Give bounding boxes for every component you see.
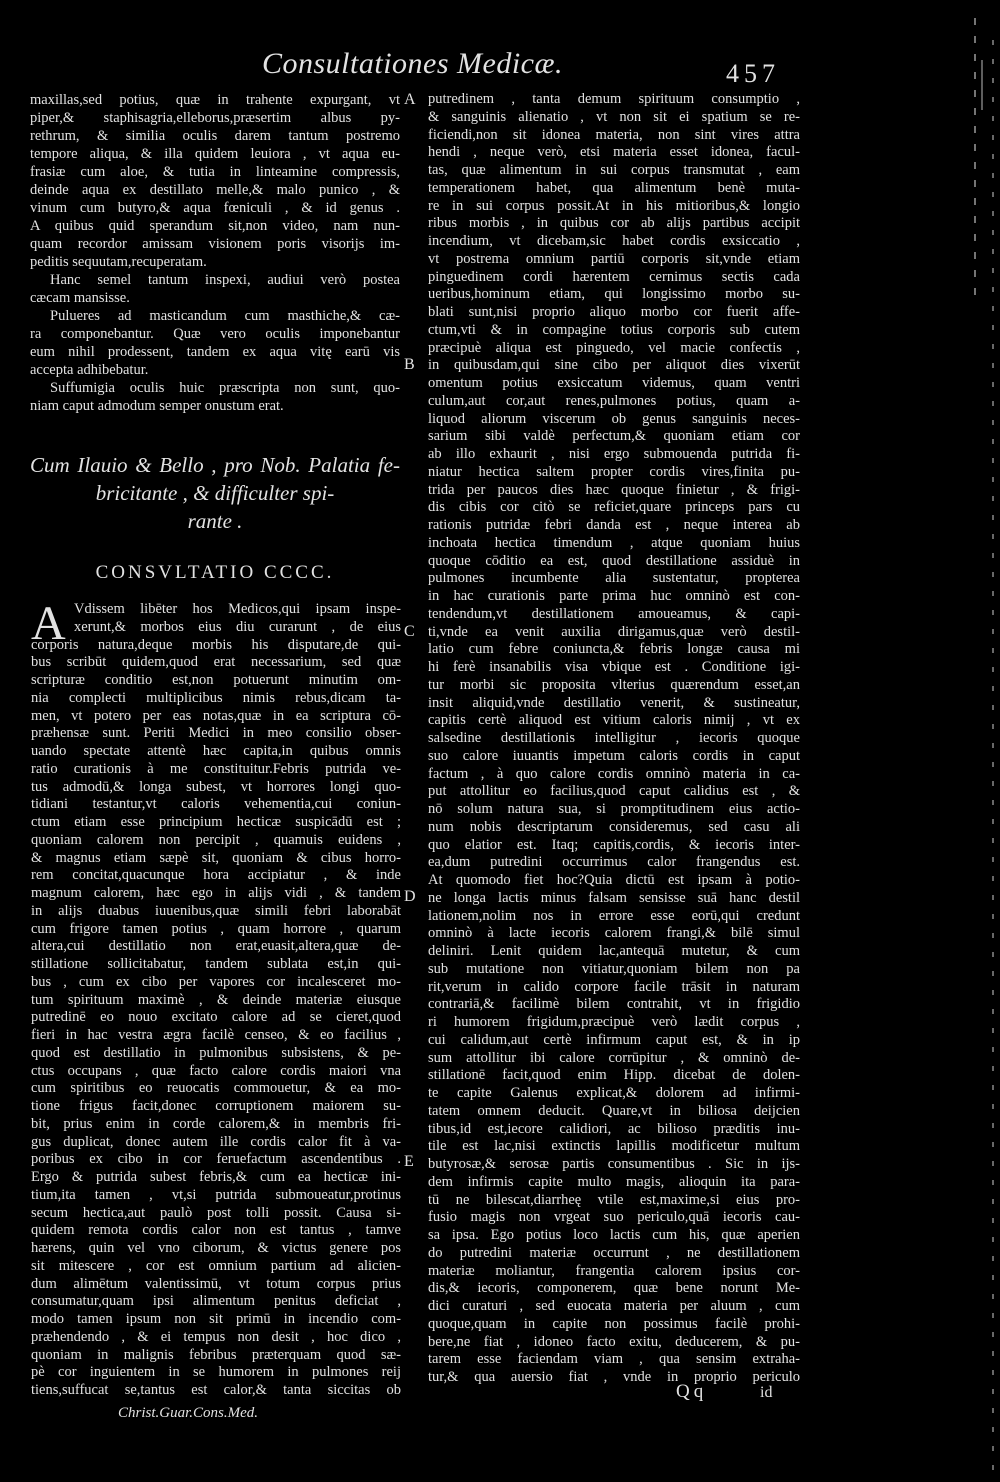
text-line: A quibus quid sperandum sit,non video, nam nun-	[30, 218, 400, 234]
text-line: insit aliquid,vnde destillatio venerit, & sustineatur,	[428, 694, 800, 711]
margin-letter-b: B	[404, 356, 415, 373]
text-line: cum frigore tamen potius , quam horrore , quarum	[31, 920, 401, 937]
text-line: quidem remota cordis calor non est tantus , tamve	[31, 1222, 401, 1239]
text-line: tidiani testantur,vt caloris vehementia,cui coniun-	[31, 796, 401, 813]
text-line: Cum Ilauio & Bello , pro Nob. Palatia fe-	[30, 453, 400, 477]
text-line: ribus morbis , in quibus cor ab alijs partibus accipit	[428, 215, 800, 232]
text-line: suo calore iuuantis impetum caloris cordis in caput	[428, 747, 800, 764]
text-line: xerunt,& morbos eius diu curarunt , de eius	[74, 618, 401, 635]
text-line: tū ne bilescat,diarrheę vtile est,maxime,si eius pro-	[428, 1191, 800, 1208]
text-line: consumatur,quam ipsi alimentum penitus deficiat ,	[31, 1293, 401, 1310]
text-line: tile est lac,nisi extinctis lapillis modificetur multum	[428, 1138, 800, 1155]
text-line: tatem omnem deducit. Quare,vt in biliosa deijcien	[428, 1102, 800, 1119]
text-line: tus admodū,& longa subest, vt horrores longi quo-	[31, 778, 401, 795]
text-line: salsedine destillationis intelligitur , iecoris quoque	[428, 730, 800, 746]
text-line: niam caput admodum semper onustum erat.	[30, 398, 284, 414]
text-line: tiens,suffucat se,tantus est calor,& tanta siccitas ob	[31, 1382, 401, 1398]
text-line: blati sunt,nisi proprio aliquo morbo cor fuerit affe-	[428, 304, 800, 320]
text-line: fieri in hac vestra ægra facilè censeo, & eo facilius ,	[31, 1027, 401, 1043]
text-line: accepta adhibebatur.	[30, 362, 149, 378]
text-line: dem infirmis capite multo magis, alioquin ita para-	[428, 1173, 800, 1190]
text-line: modo tamen ipsum non sit primū in incendio com-	[31, 1311, 401, 1327]
text-line: præcipuè aliqua est pinguedo, vel macie confectis ,	[428, 339, 800, 356]
text-line: dis,& iecoris, componerem, quæ bene norunt Me-	[428, 1280, 800, 1297]
text-line: stillationē facit,quod enim Hipp. dicebat de dolen-	[428, 1067, 800, 1084]
text-line: nō solum natura sua, si promptitudinem eius actio-	[428, 801, 800, 817]
text-line: rem concitat,quacunque hora accipiatur , & inde	[31, 867, 401, 884]
text-line: poribus ex cibo in cor feruefactum ascendentibus .	[31, 1151, 401, 1168]
margin-letter-a: A	[404, 91, 416, 108]
text-line: Suffumigia oculis huic præscripta non sunt, quo-	[50, 380, 400, 396]
text-line: sa ipsa. Ego potius loco lactis cum his, quæ aperien	[428, 1227, 800, 1243]
footer-imprint: Christ.Guar.Cons.Med.	[118, 1405, 259, 1421]
gathering-signature: Qq	[676, 1381, 708, 1402]
text-line: tempore aliqua, & illa quidem leuiora , vt aqua eu-	[30, 146, 400, 162]
text-line: tibus,id est,iecore calidiori, ac bilioso præditis inu-	[428, 1120, 800, 1137]
text-line: ti,vnde ea venit auxilia dirigamus,quæ verò destil-	[428, 623, 800, 640]
text-line: nia complecti multiplicibus nimis rebus,dicam ta-	[31, 689, 401, 706]
text-line: inchoata hectica timendum , atque quoniam huius	[428, 534, 800, 551]
text-line: capitis certè aliquod est vitium caloris nimij , vt ex	[428, 712, 800, 729]
text-line: peditis sequutam,recuperatam.	[30, 254, 207, 270]
text-line: do putredini materiæ occurrunt , ne destillationem	[428, 1244, 800, 1261]
margin-letter-e: E	[404, 1153, 414, 1170]
text-line: quoque cōditio ea est, quod destillatione assiduè in	[428, 552, 800, 569]
text-line: men, vt potero per eas notas,quæ in ea scriptura cō-	[31, 707, 401, 724]
text-line: Ergo & putrida subest febris,& cum ea hecticæ ini-	[31, 1169, 401, 1185]
text-line: vinum cum butyro,& aqua fœniculi , & id genus .	[30, 200, 400, 216]
text-line: uando spectate attentè hæc capita,in quibus omnis	[31, 743, 401, 759]
text-line: bus , cum ex cibo per vapores cor incalesceret mo-	[31, 973, 401, 990]
text-line: deinde aqua ex destillato melle,& malo punico , &	[30, 182, 400, 198]
text-line: ctum,vti & in compagine totius corporis sub cutem	[428, 321, 800, 338]
text-line: Vdissem libēter hos Medicos,qui ipsam inspe-	[74, 601, 401, 617]
text-line: in hac curationis parte prima huc omninò est con-	[428, 588, 800, 604]
text-line: hi ferè insanabilis visa vbique est . Conditione igi-	[428, 659, 800, 675]
margin-letter-d: D	[404, 888, 416, 905]
text-line: hendi , neque verò, etsi materia esset idonea, facul-	[428, 144, 800, 161]
text-line: præhensæ sunt. Periti Medici in meo consilio obser-	[31, 725, 401, 742]
text-line: cæcam mansisse.	[30, 290, 130, 306]
text-line: altera,cui destillatio non erat,euasit,altera,quæ de-	[31, 938, 401, 955]
text-line: pè cor inguientem in se humorem in pulmones reij	[31, 1364, 401, 1381]
text-line: vt postrema omnium partiū corporis sit,vnde etiam	[428, 250, 800, 267]
text-line: dum alimētum valentissimū, vt totum corpus prius	[31, 1275, 401, 1292]
text-line: culum,aut cor,aut renes,pulmones potius, quam a-	[428, 392, 800, 409]
text-line: temperationem habet, qua alimentum benè muta-	[428, 179, 800, 196]
text-line: quam recordor amissam visionem poris visorijs im-	[30, 236, 400, 252]
text-line: hærens, quin vel vno ciborum, & victus genere pos	[31, 1240, 401, 1256]
drop-cap-letter: A	[31, 597, 66, 650]
drop-cap	[31, 597, 71, 650]
text-line: corporis natura,deque morbis his disputare,de qui-	[31, 636, 401, 653]
text-line: quoniam calorem non percipit , quamuis euidens ,	[31, 831, 401, 848]
text-line: tendendum,vt destillationem amoueamus, & capi-	[428, 605, 800, 622]
text-line: ctum etiam esse principium hecticæ suspicādū est ;	[31, 814, 401, 830]
text-line: re in sui corpus possit.At in his mitioribus,& longio	[428, 197, 800, 214]
text-line: sum attollitur ibi calore corrūpitur , & omninò de-	[428, 1049, 800, 1066]
left-column-body	[31, 597, 401, 1400]
catchword: id	[760, 1384, 773, 1401]
text-line: ri humorem frigidum,præcipuè verò lædit corpus ,	[428, 1014, 800, 1030]
paragraph	[30, 379, 400, 415]
text-line: rationis putridæ febri danda est , neque interea ab	[428, 517, 800, 533]
text-line: tur morbi sic proposita vlterius quærendum esset,an	[428, 676, 800, 693]
text-line: præhendendo , & ei tempus non desit , hoc dico ,	[31, 1328, 401, 1345]
text-line: liquod aliorum viscerum ob genus sanguinis neces-	[428, 410, 800, 427]
text-line: sub mutatione non vitiatur,quoniam bilem non pa	[428, 960, 800, 977]
text-line: dici curaturi , sed euocata materia per aluum , cum	[428, 1298, 800, 1314]
text-line: incendium, vt dicebam,sic habet cordis exsiccatio ,	[428, 233, 800, 249]
text-line: stillatione sollicitabatur, tandem sublata est,in qui-	[31, 956, 401, 972]
page-number: 457	[726, 59, 780, 88]
text-line: contrariā,& facilimè bilem contrahit, vt in frigidio	[428, 996, 800, 1013]
text-line: put attollitur eo facilius,quod caput calidius est , &	[428, 783, 800, 800]
text-line: quoque,quam in capite non possimus facilè prohi-	[428, 1315, 800, 1332]
text-line: quod est destillatio in pulmonibus subsistens, & pe-	[31, 1044, 401, 1061]
text-line: tione frigus facit,donec corruptionem maiorem su-	[31, 1098, 401, 1114]
text-line: tarem esse faciendam viam , qua sensim extraha-	[428, 1351, 800, 1368]
text-line: butyrosæ,& serosæ partis consumentibus . Sic in ijs-	[428, 1156, 800, 1172]
consultatio-label: CONSVLTATIO CCCC.	[95, 562, 335, 583]
text-line: bere,ne fiat , idoneo facto exitu, deducerem, & pu-	[428, 1333, 800, 1350]
text-line: putredinē eo nouo excitato calore ad se cieret,quod	[31, 1009, 401, 1026]
text-line: te capite Galenus explicat,& dolorem ad infirmi-	[428, 1085, 800, 1101]
text-line: rethrum, & similia oculis darem tantum postremo	[30, 128, 400, 144]
text-line: ratio curationis à me constituitur.Febris putrida ve-	[31, 760, 401, 777]
text-line: Hanc semel tantum inspexi, audiui verò postea	[50, 272, 400, 288]
text-line: omentum potius exsiccatum videmus, quam ventri	[428, 375, 800, 391]
text-line: pulmones incumbente alia sustentatur, propterea	[428, 570, 800, 587]
text-line: & magnus etiam sæpè sit, quoniam & cibus horro-	[31, 849, 401, 866]
text-line: tur,& qua auersio fiat , vnde in proprio periculo	[428, 1369, 800, 1385]
paragraph	[30, 271, 400, 307]
text-line: fusio magis non vrgeat suo periculo,quā iecoris cau-	[428, 1209, 800, 1226]
text-line: ne longa lactis minus falsam sensisse suā hanc destil	[428, 889, 800, 906]
text-line: omninò à lacte iecoris calorem frangi,& bilē simul	[428, 925, 800, 942]
text-line: rante .	[187, 509, 243, 533]
text-line: pinguedinem cordi hærentem cernimus sectis cada	[428, 268, 800, 285]
text-line: secum hectica,aut paulò post tolli possit. Causa si-	[31, 1204, 401, 1221]
text-line: quo elatior est. Itaq; capitis,cordis, & iecoris inter-	[428, 836, 800, 853]
text-line: in alijs duabus iuuenibus,quæ simili febri laborabāt	[31, 902, 401, 919]
running-title: Consultationes Medicæ.	[262, 47, 563, 80]
text-line: tium,ita tamen , vt,si putrida submoueatur,protinus	[31, 1186, 401, 1203]
text-line: Pulueres ad masticandum cum masthiche,& cæ-	[50, 308, 400, 324]
text-line: maxillas,sed potius, quæ in trahente expurgant, vt	[30, 92, 400, 108]
text-line: gus duplicat, donec autem ille cordis calor fit à va-	[31, 1133, 401, 1150]
text-line: materiæ moliantur, frangentia calorem ipsius cor-	[428, 1262, 800, 1279]
text-line: bit, prius enim in corde calorem,& in membris fri-	[31, 1115, 401, 1132]
text-line: ficiendi,non sit idonea materia, non sint vires attra	[428, 126, 800, 143]
text-line: & sanguinis alienatio , vt non sit ei spatium se re-	[428, 108, 800, 125]
text-line: bricitante , & difficulter spi-	[95, 481, 335, 505]
text-line: latio cum febre coniuncta,& febris longæ causa mi	[428, 641, 800, 658]
paragraph	[30, 91, 400, 271]
text-line: ea,dum putredini occurrimus calor frangendus est.	[428, 854, 800, 871]
text-line: deliniri. Lenit quidem lac,antequā mutetur, & cum	[428, 943, 800, 959]
text-line: rit,verum in calido corpore facile trāsit in naturam	[428, 978, 800, 995]
text-line: magnum calorem, hæc ego in alijs vidi , & tandem	[31, 885, 401, 901]
text-line: putredinem , tanta demum spirituum consumptio ,	[428, 91, 800, 107]
text-line: cum spiritibus eo reuocatis commouetur, & ea mo-	[31, 1080, 401, 1097]
text-line: ueribus,hominum etiam, qui longissimo morbo su-	[428, 286, 800, 303]
text-line: cui calidum,aut certè infirmum caput est, & in ip	[428, 1031, 800, 1048]
text-line: tum spirituum maximè , & deinde materiæ eiusque	[31, 991, 401, 1008]
text-line: factum , à quo calore cordis omninò materia in ca-	[428, 765, 800, 782]
text-line: lationem,nolim nos in errore esse eorū,qui credunt	[428, 907, 800, 924]
text-line: frasiæ cum aloe, & tutia in linteamine compressis,	[30, 164, 400, 180]
text-line: niatur hectica saltem propter cordis vires,finita pu-	[428, 463, 800, 480]
text-line: sit mitescere , cor est omnium partium ad alicien-	[31, 1257, 401, 1274]
left-column-carryover	[30, 91, 400, 415]
text-line: num nobis descriptarum consideremus, sed casu ali	[428, 818, 800, 835]
text-line: At quomodo fiet hoc?Quia dictū est ipsam à potio-	[428, 872, 800, 888]
text-line: tas, quæ alimentum in sui corpus transmutat , eam	[428, 162, 800, 178]
paragraph	[30, 307, 400, 379]
text-line: trida per paucos dies hæc quoque finietur , & frigi-	[428, 481, 800, 498]
text-line: dis cibis cor citò se reficiet,quare princeps pars cu	[428, 499, 800, 516]
section-heading	[30, 451, 400, 535]
text-line: sarium sibi valdè perfectum,& quoniam etiam cor	[428, 428, 800, 445]
text-line: scripturæ conditio est,non potuerunt minutim om-	[31, 672, 401, 688]
text-line: ab illo exhaurit , nisi ergo submouenda putrida fi-	[428, 446, 800, 462]
text-line: bus scribūt quidem,quod erat necessarium, sed quæ	[31, 654, 401, 671]
text-line: eum nihil prodessent, tandem ex aqua vitę earū vis	[30, 344, 400, 360]
scan-edge-artifact	[960, 0, 1000, 1482]
text-line: in quibusdam,qui sine cibo per aliquot dies vixerūt	[428, 357, 800, 374]
text-line: piper,& staphisagria,elleborus,præsertim albus py-	[30, 110, 400, 126]
text-line: quoniam in malignis febribus præterquam quod sæ-	[31, 1346, 401, 1363]
text-line: ra componebantur. Quæ vero oculis imponebantur	[30, 326, 400, 342]
text-line: ctus occupans , quæ facto calore cordis maiori vna	[31, 1062, 401, 1079]
right-column-body	[428, 91, 800, 1387]
margin-letter-c: C	[404, 623, 415, 640]
